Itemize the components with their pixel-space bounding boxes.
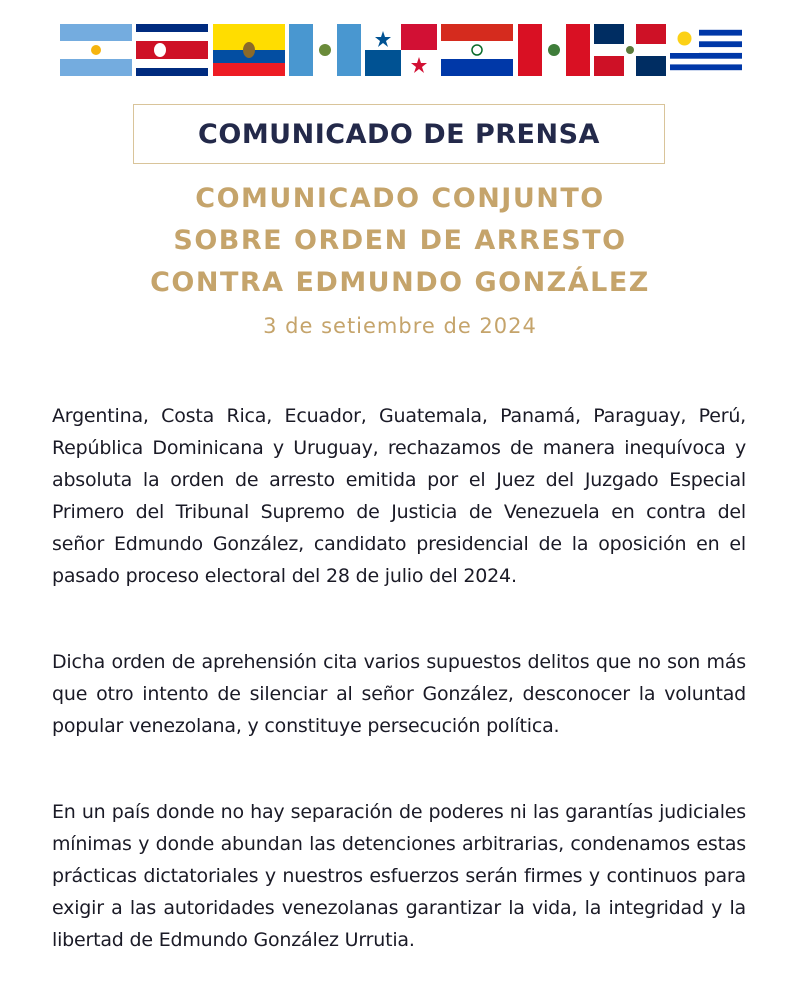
costa-rica-flag-icon (136, 24, 208, 76)
flags-row (60, 24, 742, 76)
body-paragraph: Argentina, Costa Rica, Ecuador, Guatemala, Panamá, Paraguay, Perú, República Dominicana y Uruguay, rechazamos de manera inequívoca y absoluta la orden de arresto emitida por el Juez del Juzgado Especial Primero del Tribunal Supremo de Justicia de Venezuela en contra del señor Edmundo González, candidato presidencial de la oposición en el pasado proceso electoral del 28 de julio del 2024. (52, 405, 746, 587)
headline-line: SOBRE ORDEN DE ARRESTO (173, 225, 627, 256)
uruguay-flag-icon (670, 24, 742, 76)
headline-line: CONTRA EDMUNDO GONZÁLEZ (150, 267, 650, 298)
release-date: 3 de setiembre de 2024 (263, 314, 537, 338)
press-release-label: COMUNICADO DE PRENSA (198, 118, 600, 150)
body-paragraph: Dicha orden de aprehensión cita varios supuestos delitos que no son más que otro intento de silenciar al señor González, desconocer la voluntad popular venezolana, y constituye persecución política. (52, 651, 746, 737)
body-paragraph: En un país donde no hay separación de poderes ni las garantías judiciales mínimas y donde abundan las detenciones arbitrarias, condenamos estas prácticas dictatoriales y nuestros esfuerzos serán firmes y continuos para exigir a las autoridades venezolanas garantizar la vida, la integridad y la libertad de Edmundo González Urrutia. (52, 801, 746, 951)
headline (0, 178, 800, 304)
press-release-label-box (133, 104, 665, 164)
ecuador-flag-icon (213, 24, 285, 76)
peru-flag-icon (518, 24, 590, 76)
paraguay-flag-icon (441, 24, 513, 76)
argentina-flag-icon (60, 24, 132, 76)
guatemala-flag-icon (289, 24, 361, 76)
panama-flag-icon (365, 24, 437, 76)
headline-line: COMUNICADO CONJUNTO (195, 183, 605, 214)
dominican-republic-flag-icon (594, 24, 666, 76)
